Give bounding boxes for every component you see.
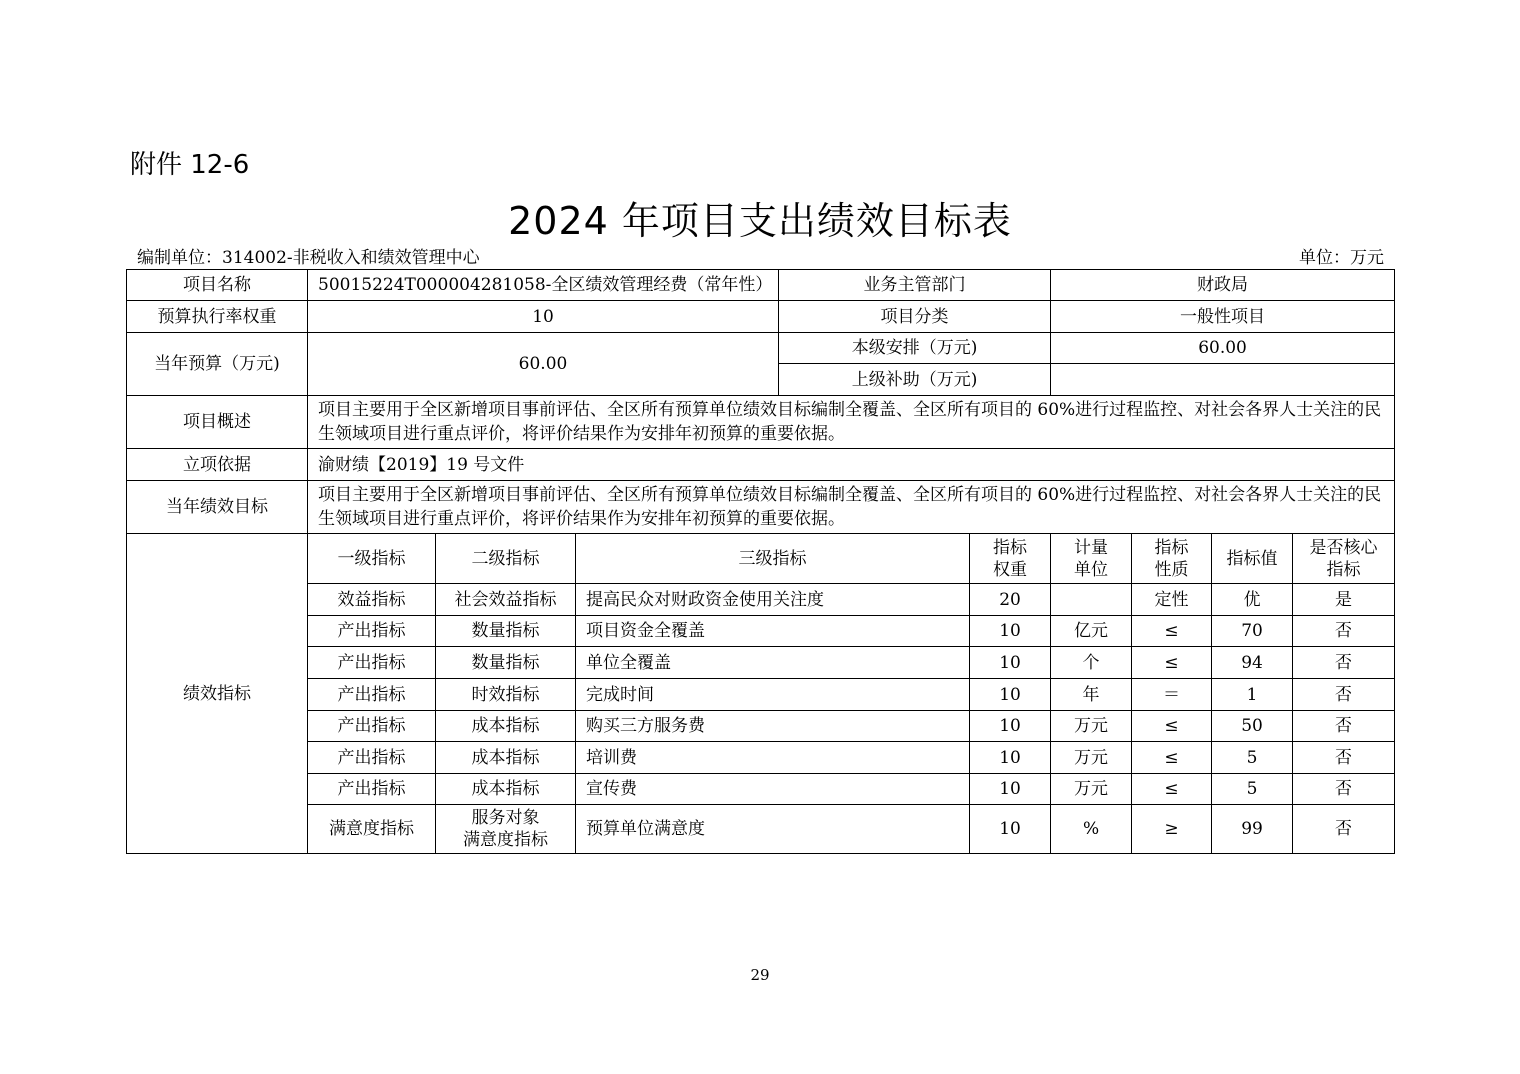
indicator-level2: 时效指标: [436, 679, 576, 711]
indicator-level2: 社会效益指标: [436, 584, 576, 616]
indicator-weight: 10: [970, 616, 1051, 647]
indicator-core: 否: [1293, 774, 1395, 805]
indicator-level1: 产出指标: [308, 742, 436, 774]
overview-label: 项目概述: [127, 396, 308, 449]
indicator-weight: 20: [970, 584, 1051, 616]
header-nature: 指标 性质: [1132, 534, 1212, 584]
indicator-value: 70: [1212, 616, 1293, 647]
page-number: 29: [750, 966, 770, 984]
indicator-header-row: [127, 534, 1395, 584]
indicator-weight: 10: [970, 774, 1051, 805]
indicator-nature: ≤: [1132, 742, 1212, 774]
header-core: 是否核心 指标: [1293, 534, 1395, 584]
indicators-section-label: 绩效指标: [127, 534, 308, 854]
indicator-level2: 成本指标: [436, 742, 576, 774]
indicator-value: 94: [1212, 647, 1293, 679]
header-level1: 一级指标: [308, 534, 436, 584]
header-level2: 二级指标: [436, 534, 576, 584]
indicator-weight: 10: [970, 647, 1051, 679]
header-level3: 三级指标: [576, 534, 970, 584]
indicator-core: 否: [1293, 647, 1395, 679]
indicator-nature: ≤: [1132, 711, 1212, 742]
row-project-name: [127, 270, 1395, 301]
indicator-unit: 个: [1051, 647, 1132, 679]
header-value: 指标值: [1212, 534, 1293, 584]
weight-value: 10: [308, 301, 779, 333]
indicator-unit: 亿元: [1051, 616, 1132, 647]
indicator-value: 50: [1212, 711, 1293, 742]
indicator-level3: 培训费: [576, 742, 970, 774]
indicator-level1: 产出指标: [308, 647, 436, 679]
indicator-level3: 宣传费: [576, 774, 970, 805]
indicator-nature: 定性: [1132, 584, 1212, 616]
indicator-level2: 成本指标: [436, 711, 576, 742]
row-basis: [127, 449, 1395, 481]
indicator-value: 5: [1212, 774, 1293, 805]
indicator-row: [127, 647, 1395, 679]
budget-label: 当年预算（万元): [127, 333, 308, 396]
row-overview: [127, 396, 1395, 449]
indicator-weight: 10: [970, 679, 1051, 711]
header-unit: 计量 单位: [1051, 534, 1132, 584]
basis-value: 渝财绩【2019】19 号文件: [308, 449, 1395, 481]
indicator-core: 是: [1293, 584, 1395, 616]
indicator-value: 优: [1212, 584, 1293, 616]
indicator-nature: ≤: [1132, 774, 1212, 805]
indicator-nature: ≤: [1132, 616, 1212, 647]
indicator-value: 99: [1212, 805, 1293, 854]
indicator-level2: 成本指标: [436, 774, 576, 805]
indicator-unit: 万元: [1051, 774, 1132, 805]
indicator-unit: 万元: [1051, 742, 1132, 774]
project-name-label: 项目名称: [127, 270, 308, 301]
row-weight: [127, 301, 1395, 333]
indicator-core: 否: [1293, 742, 1395, 774]
indicator-core: 否: [1293, 679, 1395, 711]
indicator-weight: 10: [970, 711, 1051, 742]
indicator-level1: 产出指标: [308, 679, 436, 711]
indicator-level3: 购买三方服务费: [576, 711, 970, 742]
indicator-value: 1: [1212, 679, 1293, 711]
budget-value: 60.00: [308, 333, 779, 396]
indicator-level3: 项目资金全覆盖: [576, 616, 970, 647]
compiler-unit: 编制单位：314002-非税收入和绩效管理中心: [137, 248, 480, 268]
subsidy-value: [1051, 364, 1395, 396]
row-budget: [127, 333, 1395, 364]
indicator-level1: 产出指标: [308, 616, 436, 647]
indicator-level2: 数量指标: [436, 616, 576, 647]
page-title: 2024 年项目支出绩效目标表: [508, 199, 1012, 243]
indicator-core: 否: [1293, 805, 1395, 854]
attachment-label: 附件 12-6: [130, 150, 250, 180]
currency-unit: 单位：万元: [1299, 248, 1384, 268]
local-value: 60.00: [1051, 333, 1395, 364]
indicator-row: [127, 616, 1395, 647]
header-weight: 指标 权重: [970, 534, 1051, 584]
indicator-level2: 数量指标: [436, 647, 576, 679]
performance-table: [126, 269, 1395, 854]
dept-label: 业务主管部门: [779, 270, 1051, 301]
indicator-level2: 服务对象 满意度指标: [436, 805, 576, 854]
category-value: 一般性项目: [1051, 301, 1395, 333]
indicator-row: [127, 711, 1395, 742]
indicator-nature: ＝: [1132, 679, 1212, 711]
indicator-level1: 满意度指标: [308, 805, 436, 854]
local-label: 本级安排（万元): [779, 333, 1051, 364]
basis-label: 立项依据: [127, 449, 308, 481]
indicator-unit: 万元: [1051, 711, 1132, 742]
indicator-nature: ≤: [1132, 647, 1212, 679]
indicator-unit: [1051, 584, 1132, 616]
indicator-unit: %: [1051, 805, 1132, 854]
indicator-level3: 提高民众对财政资金使用关注度: [576, 584, 970, 616]
indicator-row: [127, 805, 1395, 854]
subsidy-label: 上级补助（万元): [779, 364, 1051, 396]
indicator-level3: 预算单位满意度: [576, 805, 970, 854]
indicator-level1: 产出指标: [308, 711, 436, 742]
indicator-level3: 完成时间: [576, 679, 970, 711]
indicator-weight: 10: [970, 742, 1051, 774]
indicator-row: [127, 742, 1395, 774]
indicator-core: 否: [1293, 711, 1395, 742]
goal-value: 项目主要用于全区新增项目事前评估、全区所有预算单位绩效目标编制全覆盖、全区所有项目的 60%进行过程监控、对社会各界人士关注的民生领域项目进行重点评价，将评价结果作为安排年初预算的重要依据。: [308, 481, 1395, 534]
weight-label: 预算执行率权重: [127, 301, 308, 333]
indicator-row: [127, 679, 1395, 711]
category-label: 项目分类: [779, 301, 1051, 333]
indicator-value: 5: [1212, 742, 1293, 774]
indicator-level3: 单位全覆盖: [576, 647, 970, 679]
indicator-nature: ≥: [1132, 805, 1212, 854]
project-name-value: 50015224T000004281058-全区绩效管理经费（常年性）: [308, 270, 779, 301]
indicator-level1: 效益指标: [308, 584, 436, 616]
overview-value: 项目主要用于全区新增项目事前评估、全区所有预算单位绩效目标编制全覆盖、全区所有项目的 60%进行过程监控、对社会各界人士关注的民生领域项目进行重点评价，将评价结果作为安排年初预算的重要依据。: [308, 396, 1395, 449]
indicator-level1: 产出指标: [308, 774, 436, 805]
indicator-unit: 年: [1051, 679, 1132, 711]
goal-label: 当年绩效目标: [127, 481, 308, 534]
row-goal: [127, 481, 1395, 534]
indicator-row: [127, 584, 1395, 616]
indicator-row: [127, 774, 1395, 805]
indicator-weight: 10: [970, 805, 1051, 854]
dept-value: 财政局: [1051, 270, 1395, 301]
indicator-core: 否: [1293, 616, 1395, 647]
